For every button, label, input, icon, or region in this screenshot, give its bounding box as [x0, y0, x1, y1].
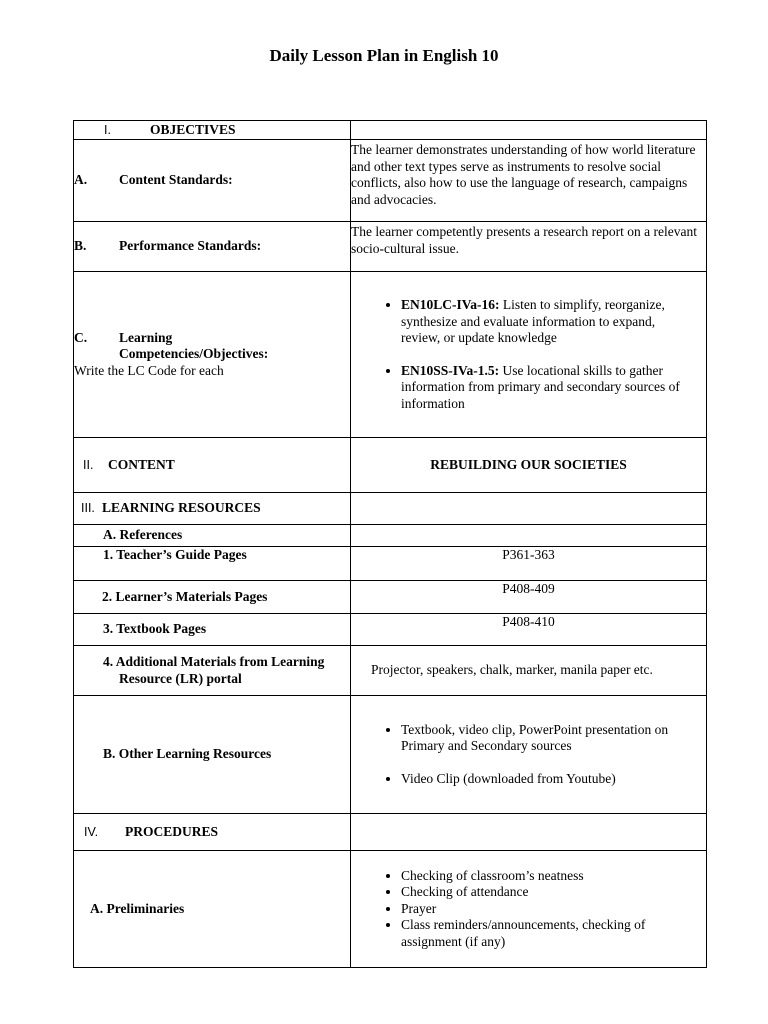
other-resource-item: • Textbook, video clip, PowerPoint presentation on Primary and Secondary sources — [401, 722, 686, 755]
teachers-guide-value: P361-363 — [351, 547, 707, 581]
additional-materials-value: Projector, speakers, chalk, marker, manila paper etc. — [351, 646, 707, 696]
other-resources-list-cell — [351, 696, 707, 814]
competencies-label-cell — [74, 272, 351, 438]
additional-materials-label-cont: Resource (LR) portal — [119, 670, 242, 686]
competencies-list — [351, 297, 706, 412]
teachers-guide-row — [74, 547, 707, 581]
performance-standards-row — [74, 222, 707, 272]
references-label: A. References — [74, 525, 351, 547]
empty-cell — [351, 814, 707, 851]
content-standards-text: The learner demonstrates understanding of how world literature and other text types serve as instruments to resolve social conflicts, also how to use the language of research, campaigns and advocacies. — [351, 140, 707, 222]
other-resources-label: B. Other Learning Resources — [74, 696, 351, 814]
competency-item — [401, 297, 686, 347]
competency-code: EN10SS-IVa-1.5: — [401, 362, 500, 378]
preliminary-item: • Prayer — [401, 901, 666, 918]
preliminary-item: • Checking of classroom’s neatness — [401, 868, 666, 885]
competencies-list-cell — [351, 272, 707, 438]
textbook-pages-label: 3. Textbook Pages — [74, 614, 351, 646]
roman-numeral: IV. — [84, 824, 99, 839]
additional-materials-row — [74, 646, 707, 696]
content-row — [74, 438, 707, 493]
competency-item — [401, 363, 686, 413]
competencies-row — [74, 272, 707, 438]
roman-numeral: III. — [81, 501, 95, 516]
item-letter: A. — [74, 172, 88, 188]
resources-heading-cell — [74, 493, 351, 525]
procedures-heading-cell — [74, 814, 351, 851]
teachers-guide-label: 1. Teacher’s Guide Pages — [74, 547, 351, 581]
objectives-heading: OBJECTIVES — [150, 121, 236, 137]
competency-text: Use locational skills to gather information from primary and secondary sources of information — [401, 362, 680, 411]
textbook-pages-row — [74, 614, 707, 646]
textbook-pages-value: P408-410 — [351, 614, 707, 646]
learners-materials-label: 2. Learner’s Materials Pages — [74, 581, 351, 614]
resources-row — [74, 493, 707, 525]
other-resources-list — [351, 722, 706, 788]
document-title: Daily Lesson Plan in English 10 — [269, 46, 499, 65]
other-resources-row — [74, 696, 707, 814]
preliminary-item: • Class reminders/announcements, checking of assignment (if any) — [401, 917, 666, 950]
references-row — [74, 525, 707, 547]
lesson-plan-table — [73, 120, 707, 968]
learners-materials-value: P408-409 — [351, 581, 707, 614]
content-standards-label-cell — [74, 140, 351, 222]
preliminaries-list — [351, 868, 706, 951]
performance-standards-text: The learner competently presents a research report on a relevant socio-cultural issue. — [351, 222, 707, 272]
preliminaries-label: A. Preliminaries — [74, 851, 351, 968]
competency-code: EN10LC-IVa-16: — [401, 297, 500, 312]
additional-materials-label-cell — [74, 646, 351, 696]
procedures-row — [74, 814, 707, 851]
empty-cell — [351, 525, 707, 547]
competencies-label: Learning Competencies/Objectives: — [119, 329, 269, 362]
item-letter: B. — [74, 238, 87, 254]
content-standards-row — [74, 140, 707, 222]
other-resource-item: • Video Clip (downloaded from Youtube) — [401, 771, 686, 788]
item-letter: C. — [74, 329, 88, 345]
content-standards-label: Content Standards: — [119, 172, 233, 188]
additional-materials-label: 4. Additional Materials from Learning — [103, 654, 325, 669]
procedures-heading: PROCEDURES — [125, 823, 219, 839]
objectives-row — [74, 121, 707, 140]
content-value: REBUILDING OUR SOCIETIES — [351, 438, 707, 493]
objectives-heading-cell — [74, 121, 351, 140]
empty-cell — [351, 493, 707, 525]
resources-heading: LEARNING RESOURCES — [102, 500, 261, 516]
learners-materials-row — [74, 581, 707, 614]
performance-standards-label-cell — [74, 222, 351, 272]
competencies-sublabel: Write the LC Code for each — [74, 362, 224, 378]
content-heading: CONTENT — [108, 456, 175, 472]
performance-standards-label: Performance Standards: — [119, 238, 262, 254]
content-heading-cell — [74, 438, 351, 493]
empty-cell — [351, 121, 707, 140]
roman-numeral: I. — [104, 122, 111, 137]
roman-numeral: II. — [83, 457, 94, 472]
preliminary-item: • Checking of attendance — [401, 884, 666, 901]
competency-text: Listen to simplify, reorganize, synthesize and evaluate information to expand, review, or update knowledge — [401, 297, 665, 345]
preliminaries-row — [74, 851, 707, 968]
preliminaries-list-cell — [351, 851, 707, 968]
